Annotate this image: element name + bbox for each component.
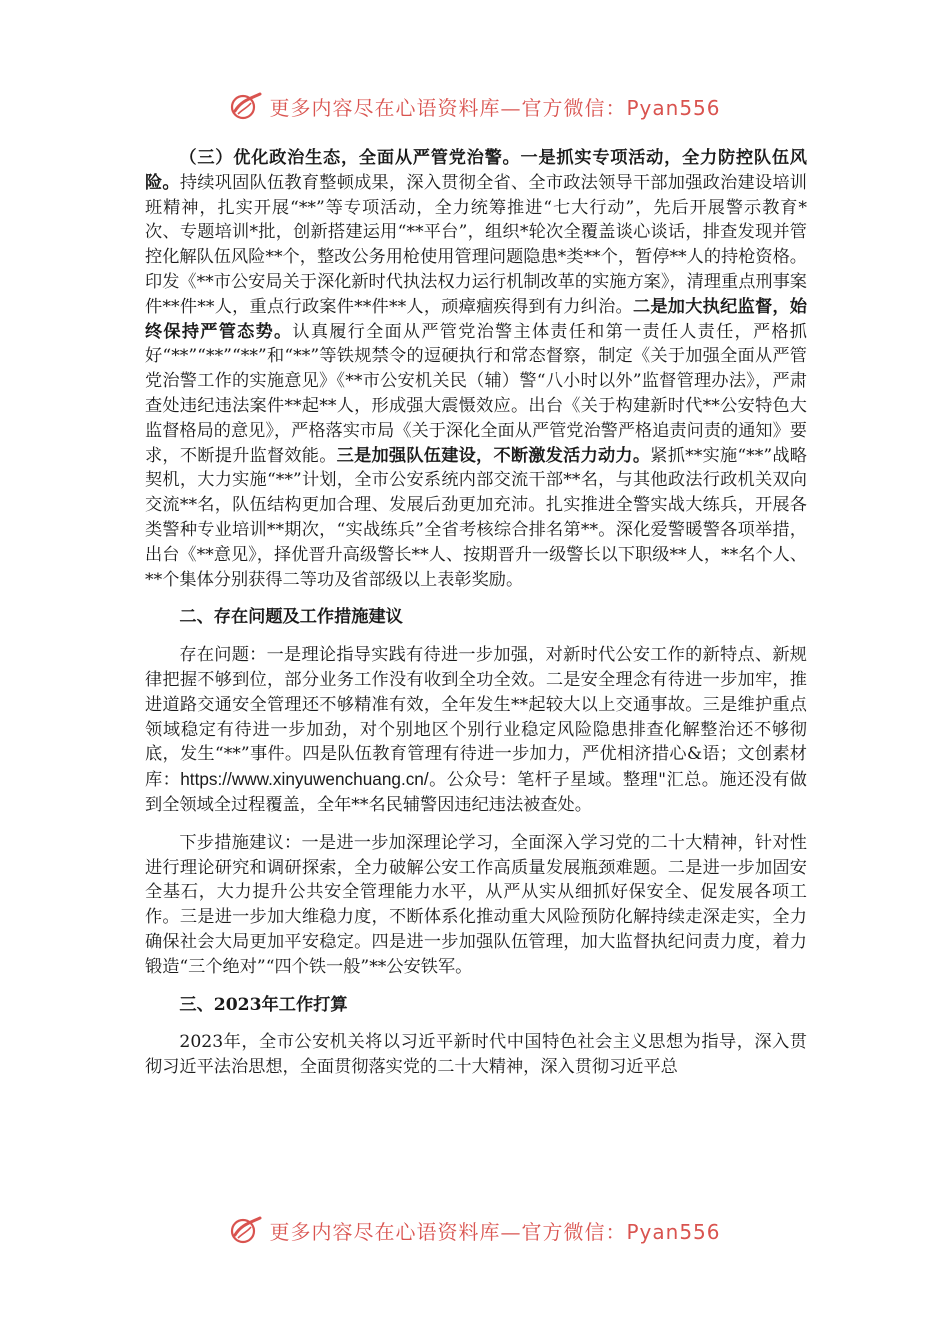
- suggestions-paragraph: 下步措施建议：一是进一步加深理论学习，全面深入学习党的二十大精神，针对性进行理论研究和调研探索，全力破解公安工作高质量发展瓶颈难题。二是进一步加固安全基石，大力提升公共安全管理能力水平，从严从实从细抓好保安全、促发展各项工作。三是进一步加大维稳力度，不断体系化推动重大风险预防化解持续走深走实，全力确保社会大局更加平安稳定。四是进一步加强队伍管理，加大监督执纪问责力度，着力锻造“三个绝对”“四个铁一般”**公安铁军。: [145, 832, 807, 977]
- brush-logo-icon: [229, 1215, 263, 1245]
- problems-paragraph: 存在问题：一是理论指导实践有待进一步加强，对新时代公安工作的新特点、新规律把握不够到位，部分业务工作没有收到全功全效。二是安全理念有待进一步加牢，推进道路交通安全管理还不够精准有效，全年发生**起较大以上交通事故。三是维护重点领域稳定有待进一步加劲，对个别地区个别行业稳定风险隐患排查化解整治还不够彻底，发生“**”事件。四是队伍教育管理有待进一步加力，严优相济措心&语；文创素材库：https://www.xinyuwenchuang.cn/。公众号：笔杆子星域。整理"汇总。施还没有做到全领域全过程覆盖，全年**名民辅警因违纪违法被查处。: [145, 645, 807, 815]
- brush-logo-icon: [229, 91, 263, 121]
- heading-problems: 二、存在问题及工作措施建议: [179, 607, 403, 628]
- heading-plan: 三、2023年工作打算: [179, 994, 348, 1015]
- header-banner: [0, 86, 950, 126]
- document-body: [145, 146, 807, 1080]
- banner-text: 更多内容尽在心语资料库—官方微信：Pyan556: [269, 1219, 721, 1244]
- footer-banner: [0, 1210, 950, 1250]
- section3-paragraph: （三）优化政治生态，全面从严管党治警。一是抓实专项活动，全力防控队伍风险。持续巩固队伍教育整顿成果，深入贯彻全省、全市政法领导干部加强政治建设培训班精神，扎实开展“**”等专项活动，全力统筹推进“七大行动”，先后开展警示教育*次、专题培训*批，创新搭建运用“**平台”，组织*轮次全覆盖谈心谈话，排查发现并管控化解队伍风险**个，整改公务用枪使用管理问题隐患*类**个，暂停**人的持枪资格。印发《**市公安局关于深化新时代执法权力运行机制改革的实施方案》，清理重点刑事案件**件**人，重点行政案件**件**人，顽瘴痼疾得到有力纠治。二是加大执纪监督，始终保持严管态势。认真履行全面从严管党治警主体责任和第一责任人责任，严格抓好“**”“**”“**”和“**”等铁规禁令的逗硬执行和常态督察，制定《关于加强全面从严管党治警工作的实施意见》《**市公安机关民（辅）警“八小时以外”监督管理办法》，严肃查处违纪违法案件**起**人，形成强大震慑效应。出台《关于构建新时代**公安特色大监督格局的意见》，严格落实市局《关于深化全面从严管党治警严格追责问责的通知》要求，不断提升监督效能。三是加强队伍建设，不断激发活力动力。紧抓**实施“**”战略契机，大力实施“**”计划，全市公安系统内部交流干部**名，与其他政法行政机关双向交流**名，队伍结构更加合理、发展后劲更加充沛。扎实推进全警实战大练兵，开展各类警种专业培训**期次，“实战练兵”全省考核综合排名第**。深化爱警暖警各项举措，出台《**意见》，择优晋升高级警长**人、按期晋升一级警长以下职级**人，**名个人、**个集体分别获得二等功及省部级以上表彰奖励。: [145, 148, 807, 590]
- banner-text: 更多内容尽在心语资料库—官方微信：Pyan556: [269, 95, 721, 120]
- plan-paragraph: 2023年，全市公安机关将以习近平新时代中国特色社会主义思想为指导，深入贯彻习近平法治思想，全面贯彻落实党的二十大精神，深入贯彻习近平总: [145, 1032, 807, 1078]
